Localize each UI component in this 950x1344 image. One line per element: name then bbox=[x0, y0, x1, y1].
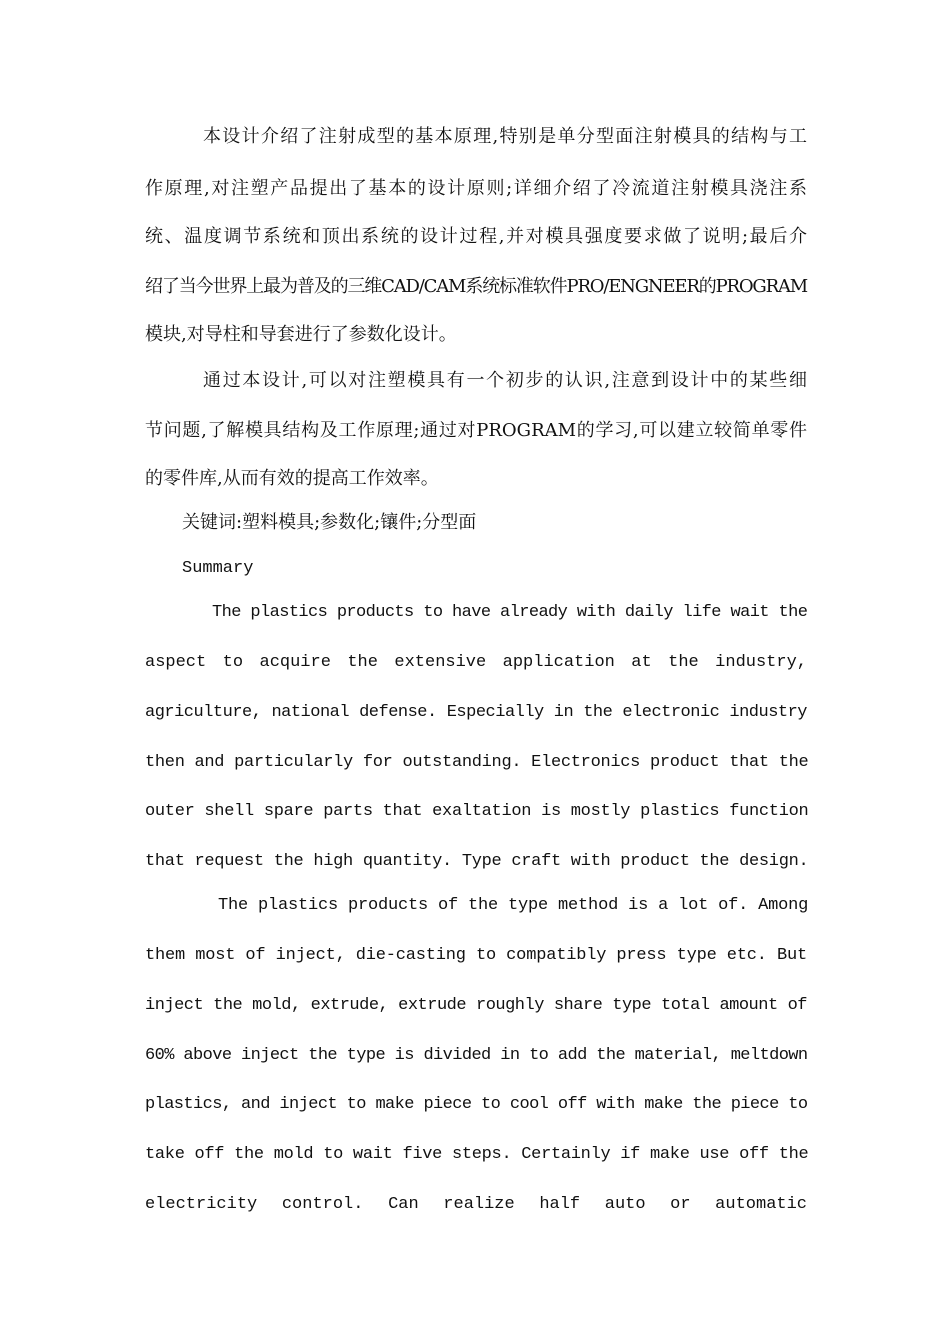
cn-para1-line-1: 本设计介绍了注射成型的基本原理,特别是单分型面注射模具的结构与工 bbox=[203, 126, 807, 147]
en-para2-line-4: 60% above inject the type is divided in to add the material, meltdown bbox=[145, 1046, 808, 1065]
en-para1-line-6: that request the high quantity. Type craft with product the design. bbox=[145, 852, 809, 871]
cn-para1-line-3: 统、温度调节系统和顶出系统的设计过程,并对模具强度要求做了说明;最后介 bbox=[145, 226, 807, 247]
en-para1-line-2: aspect to acquire the extensive application at the industry, bbox=[145, 653, 807, 672]
cn-para2-line-3: 的零件库,从而有效的提高工作效率。 bbox=[145, 468, 439, 489]
en-para1-line-1: The plastics products to have already with daily life wait the bbox=[212, 603, 808, 622]
cn-para2-line-2: 节问题,了解模具结构及工作原理;通过对PROGRAM的学习,可以建立较简单零件 bbox=[145, 420, 807, 441]
en-para2-line-3: inject the mold, extrude, extrude roughly share type total amount of bbox=[145, 996, 807, 1015]
en-para2-line-7: electricity control. Can realize half auto or automatic bbox=[145, 1195, 807, 1214]
summary-heading: Summary bbox=[182, 559, 254, 578]
en-para1-line-3: agriculture, national defense. Especially in the electronic industry bbox=[145, 703, 807, 722]
cn-para2-line-1: 通过本设计,可以对注塑模具有一个初步的认识,注意到设计中的某些细 bbox=[203, 370, 807, 391]
cn-para1-line-4: 绍了当今世界上最为普及的三维CAD/CAM系统标准软件PRO/ENGNEER的PROGRAM bbox=[145, 276, 807, 297]
keywords-line: 关键词:塑料模具;参数化;镶件;分型面 bbox=[182, 512, 477, 533]
en-para2-line-5: plastics, and inject to make piece to cool off with make the piece to bbox=[145, 1095, 808, 1114]
en-para1-line-4: then and particularly for outstanding. Electronics product that the bbox=[145, 753, 809, 772]
en-para2-line-2: them most of inject, die-casting to compatibly press type etc. But bbox=[145, 946, 807, 965]
en-para2-line-6: take off the mold to wait five steps. Certainly if make use off the bbox=[145, 1145, 809, 1164]
cn-para1-line-5: 模块,对导柱和导套进行了参数化设计。 bbox=[145, 324, 457, 345]
en-para2-line-1: The plastics products of the type method is a lot of. Among bbox=[218, 896, 809, 915]
cn-para1-line-2: 作原理,对注塑产品提出了基本的设计原则;详细介绍了冷流道注射模具浇注系 bbox=[145, 178, 807, 199]
en-para1-line-5: outer shell spare parts that exaltation is mostly plastics function bbox=[145, 802, 809, 821]
